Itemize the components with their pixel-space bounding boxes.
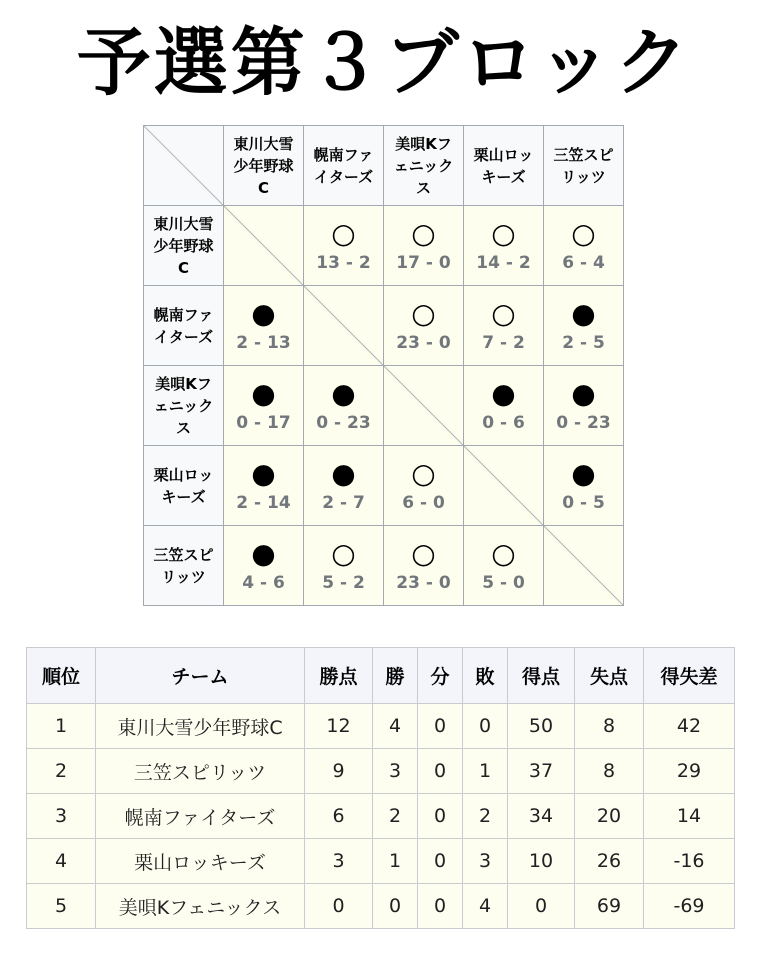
standings-header: 得点 xyxy=(508,648,575,704)
header-line: ス xyxy=(175,418,191,437)
standings-cell: 3 xyxy=(27,794,96,839)
matrix-result-cell xyxy=(224,286,304,366)
standings-cell: 29 xyxy=(644,749,735,794)
matrix-result-cell xyxy=(304,446,384,526)
matrix-result-cell xyxy=(464,526,544,606)
standings-cell: 0 xyxy=(418,839,463,884)
matrix-result-cell xyxy=(384,206,464,286)
header-line: イターズ xyxy=(313,167,374,186)
standings-header: 勝 xyxy=(373,648,418,704)
standings-cell: 20 xyxy=(575,794,644,839)
loss-mark-icon: ● xyxy=(251,456,276,490)
header-line: リッツ xyxy=(161,567,206,586)
header-line: 東川大雪 xyxy=(233,134,294,153)
loss-mark-icon: ● xyxy=(331,456,356,490)
standings-cell: 1 xyxy=(373,839,418,884)
match-score: 5 - 2 xyxy=(322,572,365,593)
header-line: キーズ xyxy=(161,487,206,506)
match-score: 13 - 2 xyxy=(316,252,371,273)
standings-header: 勝点 xyxy=(305,648,373,704)
matrix-result-cell xyxy=(464,206,544,286)
win-mark-icon: ○ xyxy=(491,216,516,250)
match-score: 5 - 0 xyxy=(482,572,525,593)
header-line: ェニック xyxy=(153,396,214,415)
matrix-diagonal-cell xyxy=(464,446,544,526)
loss-mark-icon: ● xyxy=(491,376,516,410)
match-score: 2 - 13 xyxy=(236,332,291,353)
header-line: 栗山ロッ xyxy=(153,465,214,484)
loss-mark-icon: ● xyxy=(571,376,596,410)
standings-header: 敗 xyxy=(463,648,508,704)
standings-cell: 3 xyxy=(463,839,508,884)
match-score: 17 - 0 xyxy=(396,252,451,273)
win-mark-icon: ○ xyxy=(331,216,356,250)
matrix-row-header xyxy=(144,446,224,526)
matrix-row-header xyxy=(144,366,224,446)
table-row xyxy=(27,839,735,884)
match-score: 0 - 17 xyxy=(236,412,291,433)
loss-mark-icon: ● xyxy=(251,376,276,410)
match-score: 4 - 6 xyxy=(242,572,285,593)
standings-cell: 0 xyxy=(418,794,463,839)
header-line: 幌南ファ xyxy=(313,145,374,164)
standings-cell: 0 xyxy=(508,884,575,929)
match-score: 2 - 5 xyxy=(562,332,605,353)
standings-cell: 三笠スピリッツ xyxy=(96,749,305,794)
header-line: イターズ xyxy=(153,327,214,346)
standings-cell: -16 xyxy=(644,839,735,884)
matrix-row-header xyxy=(144,286,224,366)
standings-cell: 4 xyxy=(27,839,96,884)
standings-cell: 2 xyxy=(27,749,96,794)
standings-cell: 東川大雪少年野球C xyxy=(96,704,305,749)
match-score: 14 - 2 xyxy=(476,252,531,273)
header-line: 少年野球 xyxy=(153,236,214,255)
matrix-result-cell xyxy=(384,446,464,526)
matrix-row-header xyxy=(144,206,224,286)
header-line: 美唄Kフ xyxy=(395,134,452,153)
standings-cell: 6 xyxy=(305,794,373,839)
header-line: C xyxy=(177,258,189,277)
standings-header: チーム xyxy=(96,648,305,704)
matrix-diagonal-cell xyxy=(384,366,464,446)
matrix-result-cell xyxy=(464,366,544,446)
match-score: 0 - 5 xyxy=(562,492,605,513)
match-score: 0 - 23 xyxy=(316,412,371,433)
matrix-diagonal-cell xyxy=(304,286,384,366)
match-score: 0 - 6 xyxy=(482,412,525,433)
matrix-result-cell xyxy=(304,206,384,286)
loss-mark-icon: ● xyxy=(331,376,356,410)
standings-table xyxy=(26,647,735,929)
standings-cell: 1 xyxy=(463,749,508,794)
standings-cell: 69 xyxy=(575,884,644,929)
header-line: 三笠スピ xyxy=(553,145,614,164)
standings-cell: 0 xyxy=(305,884,373,929)
standings-cell: 1 xyxy=(27,704,96,749)
standings-cell: 5 xyxy=(27,884,96,929)
standings-cell: 3 xyxy=(305,839,373,884)
header-line: 幌南ファ xyxy=(153,305,214,324)
matrix-result-cell xyxy=(544,206,624,286)
table-row xyxy=(27,704,735,749)
match-score: 23 - 0 xyxy=(396,572,451,593)
win-mark-icon: ○ xyxy=(571,216,596,250)
standings-cell: 9 xyxy=(305,749,373,794)
standings-cell: 50 xyxy=(508,704,575,749)
standings-cell: 12 xyxy=(305,704,373,749)
win-mark-icon: ○ xyxy=(491,296,516,330)
win-mark-icon: ○ xyxy=(491,536,516,570)
page-title: 予選第３ブロック xyxy=(76,20,692,106)
header-line: キーズ xyxy=(481,167,526,186)
match-score: 0 - 23 xyxy=(556,412,611,433)
matrix-col-header xyxy=(384,126,464,206)
standings-cell: 42 xyxy=(644,704,735,749)
header-line: 栗山ロッ xyxy=(473,145,534,164)
standings-cell: 0 xyxy=(373,884,418,929)
standings-cell: 2 xyxy=(373,794,418,839)
standings-cell: 4 xyxy=(373,704,418,749)
standings-cell: 8 xyxy=(575,749,644,794)
standings-cell: 14 xyxy=(644,794,735,839)
standings-cell: 0 xyxy=(418,749,463,794)
win-mark-icon: ○ xyxy=(411,216,436,250)
win-mark-icon: ○ xyxy=(411,536,436,570)
match-score: 2 - 14 xyxy=(236,492,291,513)
standings-cell: 10 xyxy=(508,839,575,884)
table-row xyxy=(27,884,735,929)
table-row xyxy=(27,794,735,839)
matrix-result-cell xyxy=(384,526,464,606)
standings-cell: -69 xyxy=(644,884,735,929)
standings-cell: 美唄Kフェニックス xyxy=(96,884,305,929)
standings-cell: 0 xyxy=(418,704,463,749)
loss-mark-icon: ● xyxy=(251,536,276,570)
header-line: 東川大雪 xyxy=(153,214,214,233)
header-line: C xyxy=(257,178,269,197)
table-row xyxy=(27,749,735,794)
standings-cell: 34 xyxy=(508,794,575,839)
match-score: 23 - 0 xyxy=(396,332,451,353)
standings-header: 分 xyxy=(418,648,463,704)
header-line: ェニック xyxy=(393,156,454,175)
loss-mark-icon: ● xyxy=(251,296,276,330)
matrix-col-header xyxy=(224,126,304,206)
standings-cell: 37 xyxy=(508,749,575,794)
matrix-corner xyxy=(144,126,224,206)
header-line: ス xyxy=(415,178,431,197)
matrix-result-cell xyxy=(224,526,304,606)
matrix-result-cell xyxy=(224,446,304,526)
matrix-result-cell xyxy=(544,366,624,446)
loss-mark-icon: ● xyxy=(571,296,596,330)
header-line: 三笠スピ xyxy=(153,545,214,564)
matrix-result-cell xyxy=(304,526,384,606)
matrix-diagonal-cell xyxy=(224,206,304,286)
standings-header: 順位 xyxy=(27,648,96,704)
standings-cell: 8 xyxy=(575,704,644,749)
loss-mark-icon: ● xyxy=(571,456,596,490)
match-score: 6 - 4 xyxy=(562,252,605,273)
standings-cell: 26 xyxy=(575,839,644,884)
standings-cell: 4 xyxy=(463,884,508,929)
match-score: 7 - 2 xyxy=(482,332,525,353)
matrix-diagonal-cell xyxy=(544,526,624,606)
standings-cell: 栗山ロッキーズ xyxy=(96,839,305,884)
header-line: リッツ xyxy=(561,167,606,186)
standings-header: 失点 xyxy=(575,648,644,704)
win-mark-icon: ○ xyxy=(411,456,436,490)
match-score: 2 - 7 xyxy=(322,492,365,513)
matrix-result-cell xyxy=(464,286,544,366)
matrix-result-cell xyxy=(544,446,624,526)
standings-header: 得失差 xyxy=(644,648,735,704)
header-line: 美唄Kフ xyxy=(155,374,212,393)
standings-cell: 2 xyxy=(463,794,508,839)
match-score: 6 - 0 xyxy=(402,492,445,513)
matrix-col-header xyxy=(544,126,624,206)
matrix-result-cell xyxy=(544,286,624,366)
matrix-col-header xyxy=(464,126,544,206)
standings-cell: 0 xyxy=(418,884,463,929)
standings-cell: 3 xyxy=(373,749,418,794)
matrix-result-cell xyxy=(384,286,464,366)
win-mark-icon: ○ xyxy=(331,536,356,570)
matrix-col-header xyxy=(304,126,384,206)
win-mark-icon: ○ xyxy=(411,296,436,330)
matrix-result-cell xyxy=(304,366,384,446)
standings-cell: 0 xyxy=(463,704,508,749)
matrix-result-cell xyxy=(224,366,304,446)
matrix-row-header xyxy=(144,526,224,606)
standings-cell: 幌南ファイターズ xyxy=(96,794,305,839)
header-line: 少年野球 xyxy=(233,156,294,175)
results-matrix xyxy=(143,125,624,606)
